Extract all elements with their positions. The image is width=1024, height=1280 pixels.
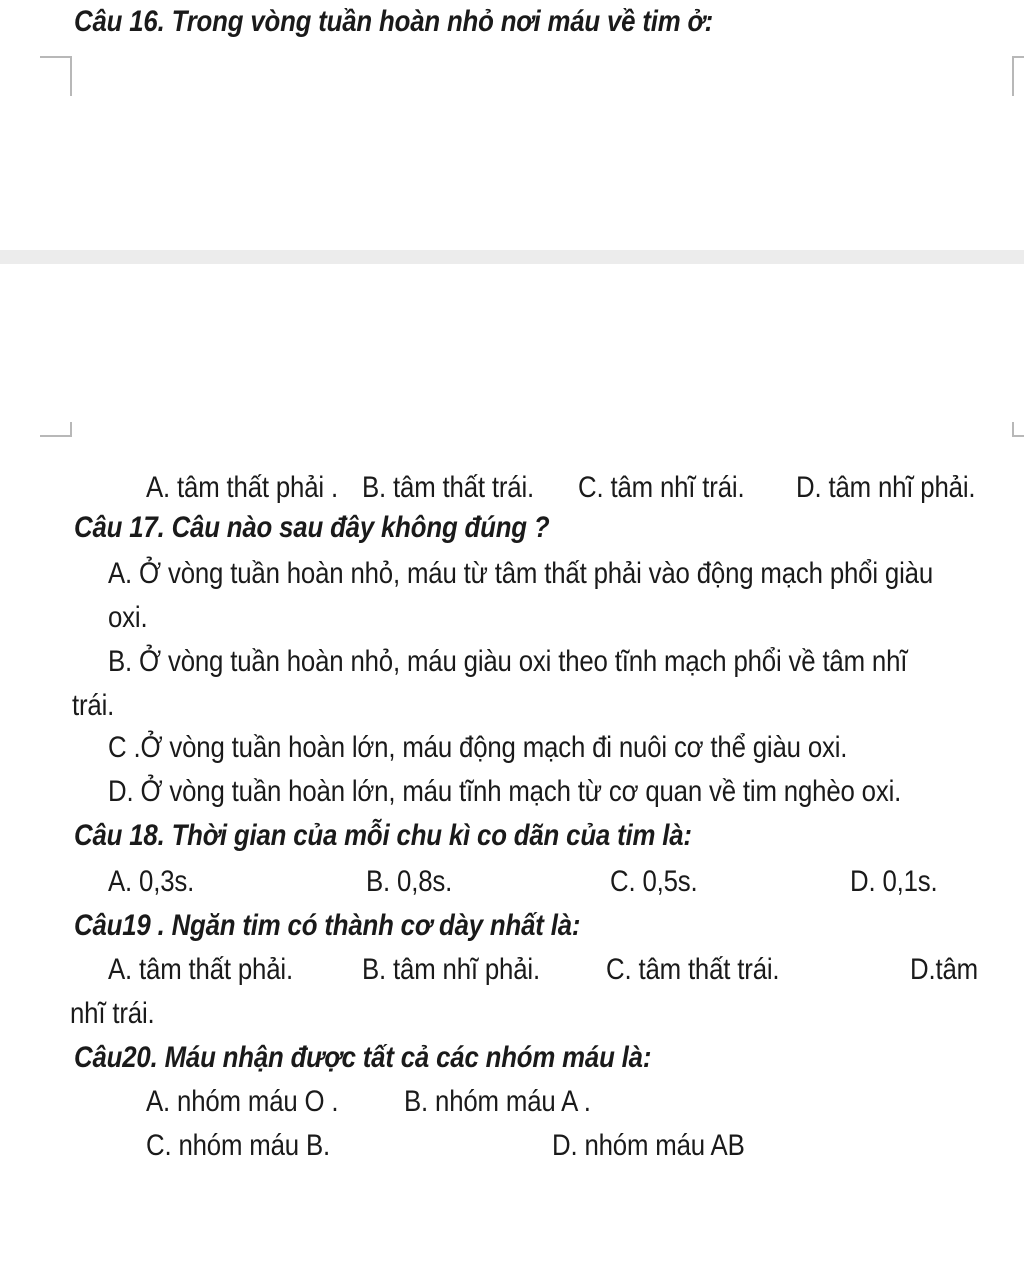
q18-option-b: B. 0,8s. [366,865,453,898]
q20-option-c: C. nhóm máu B. [146,1129,330,1162]
q18-option-c: C. 0,5s. [610,865,698,898]
question-20-title: Câu20. Máu nhận được tất cả các nhóm máu là: [74,1041,652,1074]
q20-option-b: B. nhóm máu A . [404,1085,591,1118]
question-16-title: Câu 16. Trong vòng tuần hoàn nhỏ nơi máu về tim ở: [74,5,714,38]
page-break [0,250,1024,264]
q20-option-a: A. nhóm máu O . [146,1085,339,1118]
q19-option-b: B. tâm nhĩ phải. [362,953,540,986]
q17-option-a-line1: A. Ở vòng tuần hoàn nhỏ, máu từ tâm thất phải vào động mạch phổi giàu [108,557,934,590]
question-18-title: Câu 18. Thời gian của mỗi chu kì co dãn của tim là: [74,819,692,852]
question-17-title: Câu 17. Câu nào sau đây không đúng ? [74,511,550,544]
question-19-title: Câu19 . Ngăn tim có thành cơ dày nhất là: [74,909,581,942]
q20-option-d: D. nhóm máu AB [552,1129,745,1162]
q19-option-c: C. tâm thất trái. [606,953,780,986]
q17-option-a-line2: oxi. [108,601,148,634]
q18-option-d: D. 0,1s. [850,865,938,898]
page-corner-mark-top-right [1012,56,1024,96]
page-corner-mark-bottom-right [1012,422,1024,437]
q19-option-d-line2: nhĩ trái. [70,997,155,1030]
q17-option-c: C .Ở vòng tuần hoàn lớn, máu động mạch đi nuôi cơ thể giàu oxi. [108,731,848,764]
q19-option-d-line1: D.tâm [910,953,978,986]
q17-option-b-line1: B. Ở vòng tuần hoàn nhỏ, máu giàu oxi theo tĩnh mạch phổi về tâm nhĩ [108,645,908,678]
q19-option-a: A. tâm thất phải. [108,953,293,986]
q18-option-a: A. 0,3s. [108,865,195,898]
q16-option-a: A. tâm thất phải . [146,471,338,504]
q16-option-c: C. tâm nhĩ trái. [578,471,745,504]
q17-option-d: D. Ở vòng tuần hoàn lớn, máu tĩnh mạch từ cơ quan về tim nghèo oxi. [108,775,902,808]
q16-option-b: B. tâm thất trái. [362,471,535,504]
page-corner-mark-top-left [40,56,72,96]
q16-option-d: D. tâm nhĩ phải. [796,471,976,504]
q17-option-b-line2: trái. [72,689,115,722]
page-corner-mark-bottom-left [40,422,72,437]
